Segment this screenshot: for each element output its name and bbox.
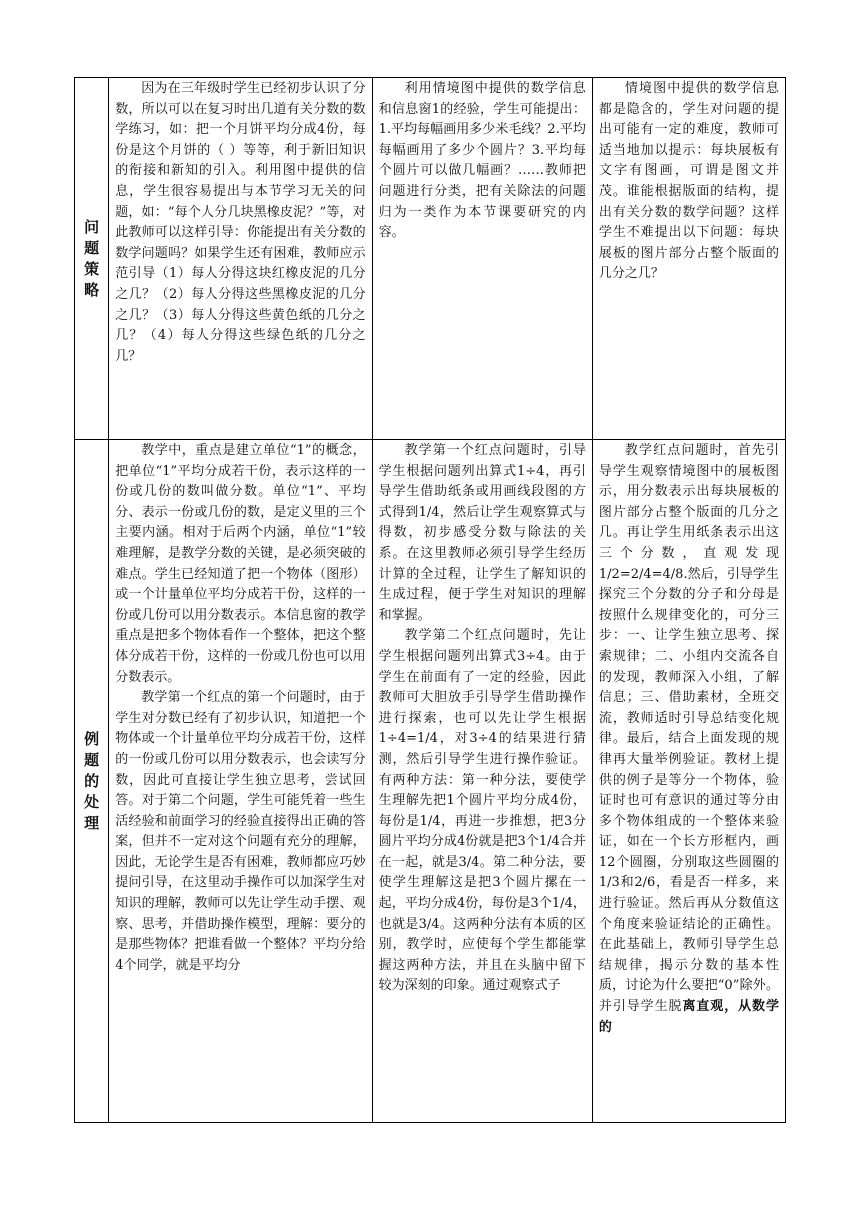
lesson-plan-table [74, 77, 786, 1123]
paragraph: 教学第一个红点问题时，引导学生根据问题列出算式1÷4，再引导学生借助纸条或用画线段图的方式得到1/4，然后让学生观察算式与得数，初步感受分数与除法的关系。在这里教师必须引导学生经历计算的全过程，让学生了解知识的生成过程，便于学生对知识的理解和掌握。 [378, 443, 586, 623]
header-char: 策 [84, 259, 100, 278]
bold-text: 离直观，从数学的 [598, 999, 779, 1035]
header-char: 题 [84, 750, 100, 769]
paragraph: 教学第二个红点问题时，先让学生根据问题列出算式3÷4。由于学生在前面有了一定的经验，因此教师可大胆放手引导学生借助操作进行探索，也可以先让学生根据1÷4=1/4，对3÷4的结果进行猜测，然后引导学生进行操作验证。有两种方法：第一种分法，要使学生理解先把1个圆片平均分成4份，每份是1/4，再进一步推想，把3分圆片平均分成4份就是把3个1/4合并在一起，就是3/4。第二种分法，要使学生理解这是把3个圆片摞在一起，平均分成4份，每份是3个1/4，也就是3/4。这两种分法有本质的区别，教学时，应使每个学生都能掌握这两种方法，并且在头脑中留下较为深刻的印象。通过观察式子 [378, 628, 586, 994]
header-char: 的 [84, 771, 100, 790]
cell-q-col3 [372, 78, 592, 440]
row-question-strategy [75, 78, 786, 440]
header-char: 理 [84, 813, 100, 832]
paragraph-text: 教学红点问题时，首先引导学生观察情境图中的展板图示，用分数表示出每块展板的图片部分占整个版面的几分之几。再让学生用纸条表示出这三个分数，直观发现1/2=2/4=4/8.然后，引导学生探究三个分数的分子和分母是按照什么规律变化的，可分三步：一、让学生独立思考、探索规律；二、小组内交流各自的发现，教师深入小组，了解信息；三、借助素材，全班交流，教师适时引导总结变化规律。最后，结合上面发现的规律再大量举例验证。教材上提供的例子是等分一个物体，验证时也可有意识的通过等分由多个物体组成的一个整体来验证，如在一个长方形框内，画12个圆圈，分别取这些圆圈的1/3和2/6，看是否一样多，来进行验证。然后再从分数值这个角度来验证结论的正确性。在此基础上，教师引导学生总结规律，揭示分数的基本性质，讨论为什么要把“0”除外。并引导学生脱 [598, 443, 779, 1015]
paragraph [599, 441, 779, 1038]
cell-ex-col2 [109, 440, 372, 1123]
header-char: 例 [84, 729, 100, 748]
header-char: 问 [84, 217, 100, 236]
row-example-handling [75, 440, 786, 1123]
cell-q-col4 [592, 78, 785, 440]
paragraph: 情境图中提供的数学信息都是隐含的，学生对问题的提出可能有一定的难度，教师可适当地加以提示：每块展板有文字有图画，可谓是图文并茂。谁能根据版面的结构，提出有关分数的数学问题？这样学生不难提出以下问题：每块展板的图片部分占整个版面的几分之几？ [598, 81, 779, 282]
paragraph: 利用情境图中提供的数学信息和信息窗1的经验，学生可能提出：1.平均每幅画用多少米毛线？2.平均每幅画用了多少个圆片？3.平均每个圆片可以做几幅画？……教师把问题进行分类，把有关除法的问题归为一类作为本节课要研究的内容。 [378, 81, 586, 241]
row-header-question-strategy [75, 78, 109, 440]
header-char: 略 [84, 280, 100, 299]
header-char: 处 [84, 792, 100, 811]
paragraph: 因为在三年级时学生已经初步认识了分数，所以可以在复习时出几道有关分数的数学练习，如：把一个月饼平均分成4份，每份是这个月饼的（ ）等等，利于新旧知识的衔接和新知的引入。利用图中提供的信息，学生很容易提出与本节学习无关的问题，如：“每个人分几块黑橡皮泥？”等，对此教师可以这样引导：你能提出有关分数的数学问题吗？如果学生还有困难，教师应示范引导（1）每人分得这块红橡皮泥的几分之几？（2）每人分得这些黑橡皮泥的几分之几？（3）每人分得这些黄色纸的几分之几？（4）每人分得这些绿色纸的几分之几？ [115, 81, 366, 364]
cell-ex-col3 [372, 440, 592, 1123]
paragraph: 教学中，重点是建立单位“1”的概念，把单位“1”平均分成若干份，表示这样的一份或几份的数叫做分数。单位“1”、平均分、表示一份或几份的数，是定义里的三个主要内涵。相对于后两个内涵，单位“1”较难理解，是教学分数的关键，是必须突破的难点。学生已经知道了把一个物体（图形）或一个计量单位平均分成若干份，这样的一份或几份可以用分数表示。本信息窗的教学重点是把多个物体看作一个整体，把这个整体分成若干份，这样的一份或几份也可以用分数表示。 [115, 443, 366, 685]
header-char: 题 [84, 238, 100, 257]
cell-q-col2 [109, 78, 372, 440]
paragraph: 教学第一个红点的第一个问题时，由于学生对分数已经有了初步认识，知道把一个物体或一个计量单位平均分成若干份，这样的一份或几份可以用分数表示，也会读写分数，因此可直接让学生独立思考，尝试回答。对于第二个问题，学生可能凭着一些生活经验和前面学习的经验直接得出正确的答案，但并不一定对这个问题有充分的理解，因此，无论学生是否有困难，教师都应巧妙提问引导，在这里动手操作可以加深学生对知识的理解，教师可以先让学生动手摆、观察、思考，并借助操作模型，理解：要分的是那些物体？把谁看做一个整体？平均分给4个同学，就是平均分 [115, 690, 366, 973]
row-header-example-handling [75, 440, 109, 1123]
cell-ex-col4 [592, 440, 785, 1123]
